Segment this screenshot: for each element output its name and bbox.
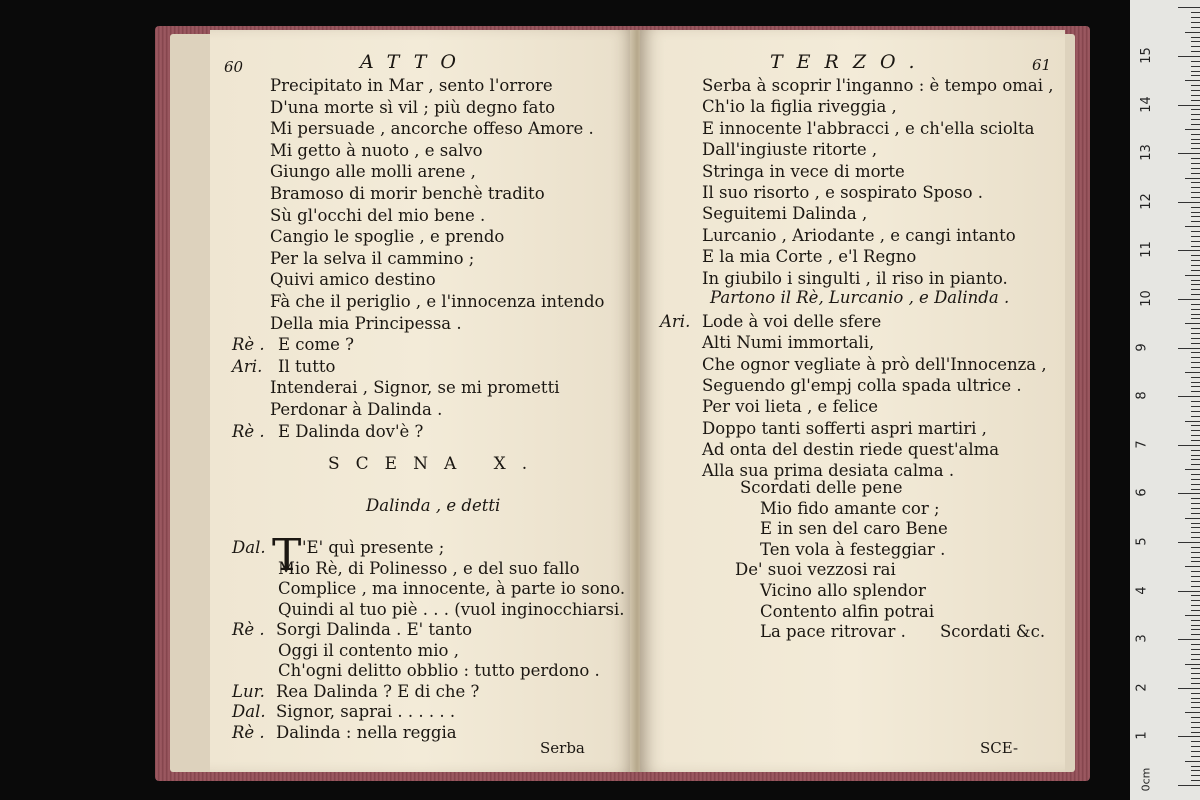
ruler-number: 15 [1138,47,1154,64]
ruler-tick [1191,411,1200,412]
ruler-tick [1191,722,1200,723]
ruler-tick [1178,445,1200,446]
ruler-tick [1191,629,1200,630]
ruler-tick [1191,586,1200,587]
ruler-tick [1191,668,1200,669]
aria-line: Alti Numi immortali, [702,333,875,353]
ruler-tick [1191,440,1200,441]
ruler-tick [1191,61,1200,62]
ruler-tick [1191,17,1200,18]
ruler-tick [1191,114,1200,115]
ruler-tick [1185,421,1200,422]
ruler-tick [1191,241,1200,242]
measurement-ruler [1130,0,1200,800]
ruler-tick [1191,367,1200,368]
verse-line: Giungo alle molli arene , [270,162,476,182]
ruler-tick [1191,280,1200,281]
ruler-tick [1191,255,1200,256]
song-line: Vicino allo splendor [760,581,926,600]
ruler-tick [1191,775,1200,776]
ruler-tick [1185,518,1200,519]
ruler-tick [1191,357,1200,358]
ruler-tick [1191,163,1200,164]
drop-cap: T [272,530,302,581]
ruler-tick [1185,664,1200,665]
ruler-tick [1178,542,1200,543]
ruler-tick [1191,37,1200,38]
song-line: Ten vola à festeggiar . [760,539,946,559]
ruler-tick [1191,508,1200,509]
ruler-tick [1191,212,1200,213]
ruler-tick [1191,595,1200,596]
verse-line: Il tutto [278,356,336,376]
verse-line: Mio Rè, di Polinesso , e del suo fallo [278,558,580,578]
ruler-number: 3 [1134,634,1150,643]
ruler-tick [1191,464,1200,465]
verse-line: Il suo risorto , e sospirato Sposo . [702,183,984,202]
ruler-tick [1191,71,1200,72]
aria-line: Ad onta del destin riede quest'alma [702,439,1000,459]
ruler-tick [1191,109,1200,110]
verse-line: Ch'io la figlia riveggia , [702,97,897,117]
ruler-tick [1191,455,1200,456]
verse-line: Complice , ma innocente, à parte io sono. [278,579,626,598]
ruler-tick [1191,537,1200,538]
verse-line: Quivi amico destino [270,270,436,290]
ruler-tick [1178,153,1200,154]
ruler-tick [1191,620,1200,621]
ruler-tick [1191,386,1200,387]
ruler-tick [1191,284,1200,285]
ruler-tick [1191,600,1200,601]
ruler-tick [1191,678,1200,679]
verse-line: Bramoso di morir benchè tradito [270,184,545,203]
aria-line: Doppo tanti sofferti aspri martiri , [702,418,987,438]
ruler-tick [1185,129,1200,130]
song-line: Contento alfin potrai [760,601,935,621]
ruler-tick [1191,75,1200,76]
verse-line: Precipitato in Mar , sento l'orrore [270,76,553,95]
ruler-tick [1191,182,1200,183]
ruler-tick [1191,450,1200,451]
ruler-tick [1185,712,1200,713]
speaker-label: Dal. [232,538,266,557]
ruler-tick [1178,348,1200,349]
speaker-label: Lur. [232,681,265,701]
ruler-tick [1191,435,1200,436]
ruler-tick [1191,382,1200,383]
ruler-tick [1191,513,1200,514]
ruler-tick [1191,741,1200,742]
verse-line: Lurcanio , Ariodante , e cangi intanto [702,225,1016,245]
ruler-number: 10 [1138,290,1154,307]
ruler-tick [1191,90,1200,91]
ruler-tick [1191,766,1200,767]
ruler-tick [1185,615,1200,616]
ruler-tick [1191,401,1200,402]
ruler-tick [1191,304,1200,305]
ruler-tick [1191,270,1200,271]
verse-line: Mi getto à nuoto , e salvo [270,140,483,160]
ruler-tick [1185,275,1200,276]
ruler-tick [1191,498,1200,499]
ruler-tick [1191,552,1200,553]
ruler-tick [1191,221,1200,222]
ruler-number: 5 [1134,537,1150,546]
ruler-number: 2 [1134,683,1150,692]
ruler-tick [1191,547,1200,548]
ruler-tick [1191,605,1200,606]
left-page [210,30,635,772]
song-line: De' suoi vezzosi rai [735,560,896,580]
ruler-number: 11 [1138,241,1154,259]
ruler-tick [1178,7,1200,8]
ruler-tick [1185,372,1200,373]
right-page [640,30,1065,772]
verse-line: Oggi il contento mio , [278,640,459,660]
ruler-tick [1185,761,1200,762]
verse-line: Cangio le spoglie , e prendo [270,227,505,247]
ruler-tick [1191,265,1200,266]
ruler-number: 6 [1134,488,1150,498]
ruler-tick [1191,780,1200,781]
ruler-number: 13 [1138,144,1154,161]
ruler-tick [1191,571,1200,572]
verse-line: Perdonar à Dalinda . [270,400,443,419]
ruler-tick [1178,202,1200,203]
aria-line: Seguendo gl'empj colla spada ultrice . [702,375,1022,395]
ruler-tick [1191,377,1200,378]
ruler-tick [1191,707,1200,708]
ruler-number: 1 [1134,731,1150,741]
aria-line: Alla sua prima desiata calma . [702,461,955,481]
ruler-tick [1191,318,1200,319]
ruler-tick [1191,41,1200,42]
verse-line: Quindi al tuo piè . . . (vuol inginocchiarsi. [278,599,625,619]
song-line: Mio fido amante cor ; [760,498,940,518]
ruler-tick [1191,362,1200,363]
ruler-tick [1191,751,1200,752]
verse-line: Sù gl'occhi del mio bene . [270,205,486,225]
ruler-tick [1191,27,1200,28]
ruler-tick [1191,236,1200,237]
ruler-tick [1191,746,1200,747]
ruler-tick [1191,148,1200,149]
ruler-number: 7 [1134,440,1150,449]
verse-line: Della mia Principessa . [270,313,462,333]
ruler-tick [1185,32,1200,33]
ruler-tick [1191,207,1200,208]
speaker-label: Rè . [232,335,265,355]
verse-line: E come ? [278,335,354,355]
ruler-tick [1191,576,1200,577]
ruler-tick [1191,489,1200,490]
ruler-tick [1191,416,1200,417]
ruler-tick [1191,309,1200,310]
ruler-tick [1185,178,1200,179]
speaker-label: Rè . [232,421,265,441]
ruler-tick [1191,192,1200,193]
ruler-tick [1191,702,1200,703]
ruler-tick [1191,732,1200,733]
ruler-tick [1191,289,1200,290]
ruler-tick [1191,343,1200,344]
ruler-tick [1191,143,1200,144]
ruler-unit: 0cm [1139,767,1153,792]
running-header-left: ATTO [360,51,470,73]
ruler-tick [1191,770,1200,771]
verse-line: E Dalinda dov'è ? [278,421,424,441]
ruler-tick [1185,80,1200,81]
verse-line: Rea Dalinda ? E di che ? [276,681,480,701]
ruler-tick [1191,197,1200,198]
ruler-tick [1191,294,1200,295]
ruler-number: 9 [1134,342,1150,352]
ruler-tick [1191,756,1200,757]
verse-line: Seguitemi Dalinda , [702,204,868,224]
verse-line: Signor, saprai . . . . . . [276,702,456,721]
scene-characters: Dalinda , e detti [366,496,501,515]
ruler-tick [1191,85,1200,86]
ruler-tick [1191,459,1200,460]
ruler-tick [1191,391,1200,392]
ruler-tick [1191,425,1200,426]
ruler-tick [1191,659,1200,660]
ruler-tick [1191,484,1200,485]
ruler-number: 12 [1138,193,1154,210]
verse-line: Per la selva il cammino ; [270,248,475,268]
running-header-right: TERZO. [770,51,929,73]
ruler-tick [1191,246,1200,247]
ruler-tick [1185,323,1200,324]
ruler-tick [1191,22,1200,23]
aria-line: Lode à voi delle sfere [702,312,882,331]
ruler-tick [1178,736,1200,737]
ruler-tick [1191,51,1200,52]
ruler-tick [1191,231,1200,232]
verse-line: Dalinda : nella reggia [276,722,457,742]
ruler-tick [1178,688,1200,689]
ruler-tick [1191,430,1200,431]
ruler-tick [1185,566,1200,567]
speaker-label: Rè . [232,620,265,639]
ruler-tick [1178,639,1200,640]
ruler-tick [1191,158,1200,159]
verse-line: Sorgi Dalinda . E' tanto [276,620,473,639]
ruler-tick [1191,134,1200,135]
aria-speaker: Ari. [660,312,691,331]
ruler-tick [1191,95,1200,96]
ruler-tick [1191,46,1200,47]
stage-direction: Partono il Rè, Lurcanio , e Dalinda . [710,288,1010,307]
ruler-tick [1191,260,1200,261]
ruler-tick [1191,12,1200,13]
verse-line: Stringa in vece di morte [702,161,905,181]
ruler-tick [1191,644,1200,645]
page-number-right: 61 [1032,56,1052,74]
ruler-number: 4 [1134,585,1150,595]
verse-line: Intenderai , Signor, se mi prometti [270,378,560,398]
speaker-label: Dal. [232,702,266,721]
speaker-label: Rè . [232,722,265,742]
verse-line: In giubilo i singulti , il riso in pianto. [702,268,1008,288]
ruler-tick [1178,493,1200,494]
ruler-tick [1191,557,1200,558]
verse-line: E la mia Corte , e'l Regno [702,247,917,267]
ruler-tick [1191,406,1200,407]
ruler-tick [1191,187,1200,188]
ruler-tick [1185,226,1200,227]
ruler-tick [1178,105,1200,106]
ruler-tick [1191,338,1200,339]
ruler-tick [1191,168,1200,169]
ruler-tick [1191,474,1200,475]
verse-line: E innocente l'abbracci , e ch'ella sciolta [702,118,1035,138]
ruler-tick [1191,314,1200,315]
ruler-tick [1178,250,1200,251]
refrain: Scordati &c. [940,622,1046,641]
ruler-tick [1191,698,1200,699]
ruler-tick [1191,216,1200,217]
ruler-tick [1191,124,1200,125]
ruler-number: 14 [1138,95,1154,113]
ruler-tick [1178,56,1200,57]
ruler-tick [1191,66,1200,67]
song-line: E in sen del caro Bene [760,519,948,539]
ruler-tick [1191,352,1200,353]
aria-line: Che ognor vegliate à prò dell'Innocenza , [702,354,1047,374]
ruler-tick [1191,673,1200,674]
ruler-tick [1178,396,1200,397]
ruler-tick [1191,561,1200,562]
ruler-tick [1191,727,1200,728]
ruler-tick [1191,581,1200,582]
ruler-tick [1191,625,1200,626]
ruler-tick [1191,649,1200,650]
ruler-tick [1191,139,1200,140]
ruler-tick [1191,532,1200,533]
ruler-tick [1191,100,1200,101]
song-line: Scordati delle pene [740,478,903,497]
verse-line: Serba à scoprir l'inganno : è tempo omai , [702,76,1054,95]
ruler-tick [1191,634,1200,635]
ruler-tick [1191,610,1200,611]
catchword-right: SCE- [980,739,1019,757]
aria-line: Per voi lieta , e felice [702,397,878,417]
ruler-tick [1191,173,1200,174]
verse-line: Mi persuade , ancorche offeso Amore . [270,119,594,139]
ruler-tick [1191,683,1200,684]
ruler-tick [1185,469,1200,470]
page-number-left: 60 [224,58,244,76]
ruler-tick [1191,693,1200,694]
ruler-tick [1191,654,1200,655]
ruler-tick [1191,119,1200,120]
catchword-left: Serba [540,739,585,757]
verse-line: 'E' quì presente ; [302,538,445,557]
ruler-tick [1191,479,1200,480]
verse-line: D'una morte sì vil ; più degno fato [270,97,556,117]
verse-line: Dall'ingiuste ritorte , [702,140,878,160]
ruler-tick [1178,591,1200,592]
ruler-tick [1191,328,1200,329]
ruler-tick [1178,785,1200,786]
verse-line: Fà che il periglio , e l'innocenza intendo [270,292,605,311]
ruler-tick [1191,333,1200,334]
speaker-label: Ari. [232,356,263,376]
scene-title: SCENA X. [328,454,544,474]
ruler-tick [1191,523,1200,524]
ruler-number: 8 [1134,391,1150,400]
ruler-tick [1178,299,1200,300]
song-line: La pace ritrovar . [760,622,906,642]
ruler-tick [1191,717,1200,718]
ruler-tick [1191,503,1200,504]
verse-line: Ch'ogni delitto obblio : tutto perdono . [278,661,600,680]
ruler-tick [1191,527,1200,528]
